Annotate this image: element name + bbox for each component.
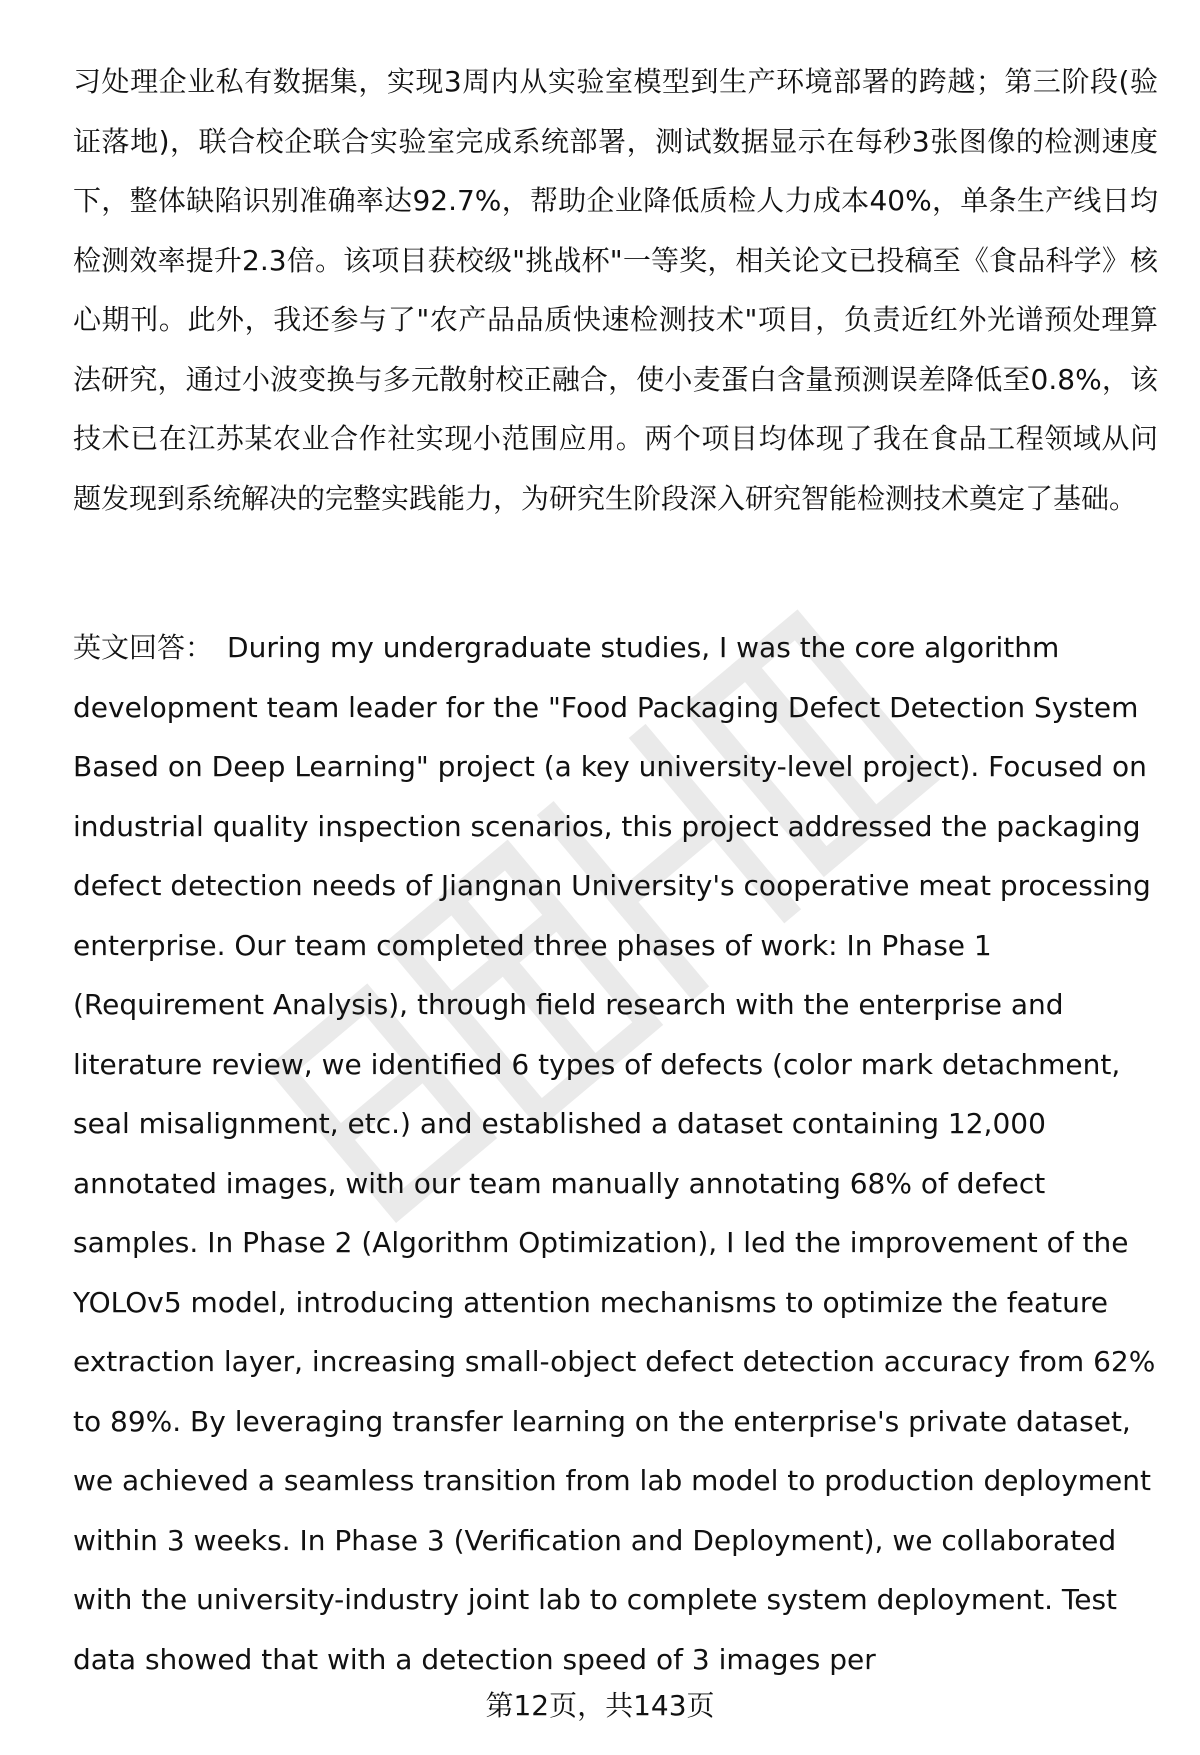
page-number-indicator: 第12页，共143页: [485, 1689, 715, 1722]
english-answer-text: During my undergraduate studies, I was the core algorithm development team leader for the "Food Packaging Defect Detection System Based on Deep Learning" project (a key university-level project). Focused on industrial quality inspection scenarios, this project addressed the packaging defect detection needs of Jiangnan University's cooperative meat processing enterprise. Our team completed three phases of work: In Phase 1 (Requirement Analysis), through field research with the enterprise and literature review, we identified 6 types of defects (color mark detachment, seal misalignment, etc.) and established a dataset containing 12,000 annotated images, with our team manually annotating 68% of defect samples. In Phase 2 (Algorithm Optimization), I led the improvement of the YOLOv5 model, introducing attention mechanisms to optimize the feature extraction layer, increasing small-object defect detection accuracy from 62% to 89%. By leveraging transfer learning on the enterprise's private dataset, we achieved a seamless transition from lab model to production deployment within 3 weeks. In Phase 3 (Verification and Deployment), we collaborated with the university-industry joint lab to complete system deployment. Test data showed that with a detection speed of 3 images per: [73, 631, 1156, 1676]
chinese-answer-paragraph: 习处理企业私有数据集，实现3周内从实验室模型到生产环境部署的跨越；第三阶段(验证落地)，联合校企联合实验室完成系统部署，测试数据显示在每秒3张图像的检测速度下，整体缺陷识别准确率达92.7%，帮助企业降低质检人力成本40%，单条生产线日均检测效率提升2.3倍。该项目获校级"挑战杯"一等奖，相关论文已投稿至《食品科学》核心期刊。此外，我还参与了"农产品品质快速检测技术"项目，负责近红外光谱预处理算法研究，通过小波变换与多元散射校正融合，使小麦蛋白含量预测误差降低至0.8%，该技术已在江苏某农业合作社实现小范围应用。两个项目均体现了我在食品工程领域从问题发现到系统解决的完整实践能力，为研究生阶段深入研究智能检测技术奠定了基础。: [73, 65, 1158, 515]
page-footer: [0, 1686, 1200, 1726]
english-answer-paragraph: [73, 618, 1158, 1689]
english-answer-label: 英文回答：: [73, 631, 214, 664]
